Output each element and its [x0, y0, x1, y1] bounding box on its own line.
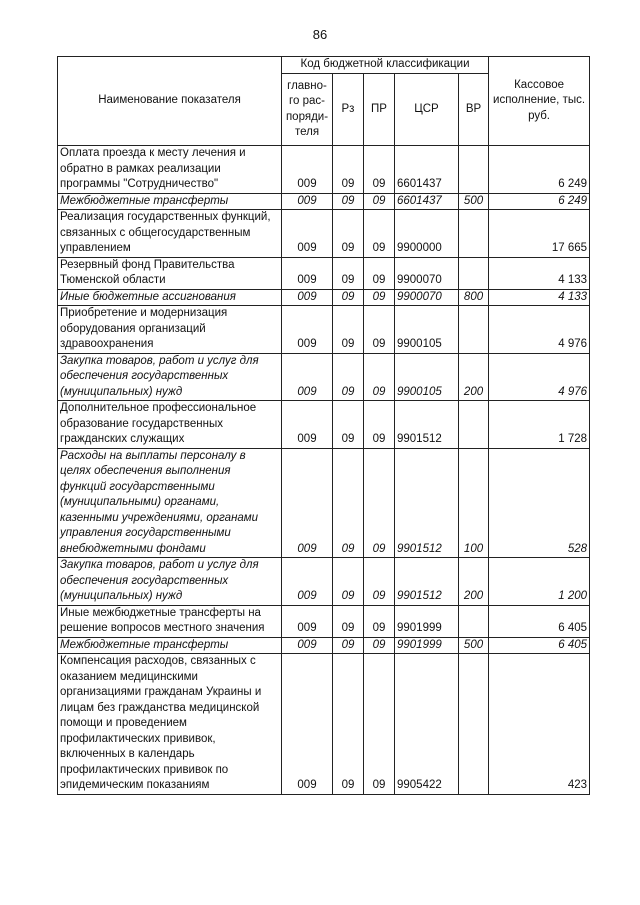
cell-amount: 423 [489, 654, 590, 795]
cell-amount: 6 405 [489, 637, 590, 654]
cell-pr: 09 [364, 257, 395, 289]
cell-rz: 09 [333, 654, 364, 795]
cell-vr [459, 605, 489, 637]
header-amount: Кассовое исполнение, тыс. руб. [489, 57, 590, 146]
cell-pr: 09 [364, 146, 395, 194]
cell-pr: 09 [364, 289, 395, 306]
cell-amount: 6 249 [489, 146, 590, 194]
cell-glav: 009 [282, 654, 333, 795]
cell-csr: 9900070 [395, 257, 459, 289]
cell-amount: 1 728 [489, 401, 590, 449]
table-row [58, 558, 590, 606]
cell-amount: 6 249 [489, 193, 590, 210]
cell-csr: 9905422 [395, 654, 459, 795]
cell-pr: 09 [364, 654, 395, 795]
cell-pr: 09 [364, 306, 395, 354]
header-glav: главно-го рас-поряди-теля [282, 74, 333, 146]
header-csr: ЦСР [395, 74, 459, 146]
cell-amount: 4 976 [489, 353, 590, 401]
cell-vr [459, 401, 489, 449]
cell-csr: 6601437 [395, 146, 459, 194]
cell-glav: 009 [282, 353, 333, 401]
table-row [58, 637, 590, 654]
cell-name: Приобретение и модернизация оборудования организаций здравоохранения [58, 306, 282, 354]
cell-rz: 09 [333, 605, 364, 637]
header-pr: ПР [364, 74, 395, 146]
cell-rz: 09 [333, 257, 364, 289]
cell-name: Компенсация расходов, связанных с оказанием медицинскими организациями гражданам Украины и лицам без гражданства медицинской помощи и проведением профилактических прививок, включенных в календарь профилактических прививок по эпидемическим показаниям [58, 654, 282, 795]
cell-pr: 09 [364, 210, 395, 258]
budget-table [57, 56, 590, 795]
cell-amount: 17 665 [489, 210, 590, 258]
cell-amount: 528 [489, 448, 590, 558]
table-row [58, 605, 590, 637]
cell-name: Иные межбюджетные трансферты на решение вопросов местного значения [58, 605, 282, 637]
cell-csr: 9901512 [395, 448, 459, 558]
table-row [58, 306, 590, 354]
page-number: 86 [312, 27, 328, 42]
cell-name: Дополнительное профессиональное образование государственных гражданских служащих [58, 401, 282, 449]
cell-name: Оплата проезда к месту лечения и обратно в рамках реализации программы "Сотрудничество" [58, 146, 282, 194]
cell-pr: 09 [364, 558, 395, 606]
cell-glav: 009 [282, 289, 333, 306]
cell-rz: 09 [333, 558, 364, 606]
cell-csr: 9900070 [395, 289, 459, 306]
cell-amount: 6 405 [489, 605, 590, 637]
cell-vr [459, 306, 489, 354]
table-row [58, 193, 590, 210]
cell-vr [459, 210, 489, 258]
cell-glav: 009 [282, 193, 333, 210]
cell-rz: 09 [333, 448, 364, 558]
cell-csr: 9901999 [395, 605, 459, 637]
cell-csr: 9901999 [395, 637, 459, 654]
cell-csr: 9900105 [395, 306, 459, 354]
cell-glav: 009 [282, 210, 333, 258]
header-classification-group: Код бюджетной классификации [282, 57, 489, 74]
cell-name: Межбюджетные трансферты [58, 637, 282, 654]
cell-vr: 200 [459, 353, 489, 401]
cell-name: Расходы на выплаты персоналу в целях обеспечения выполнения функций государственными (муниципальными) органами, казенными учреждениями, органами управления государственными внебюджетными фондами [58, 448, 282, 558]
cell-vr: 500 [459, 193, 489, 210]
table-row [58, 146, 590, 194]
header-vr: ВР [459, 74, 489, 146]
table-row [58, 353, 590, 401]
cell-vr: 100 [459, 448, 489, 558]
cell-pr: 09 [364, 637, 395, 654]
cell-vr [459, 257, 489, 289]
table-row [58, 289, 590, 306]
cell-rz: 09 [333, 401, 364, 449]
cell-amount: 4 133 [489, 289, 590, 306]
cell-name: Межбюджетные трансферты [58, 193, 282, 210]
cell-name: Резервный фонд Правительства Тюменской области [58, 257, 282, 289]
table-row [58, 210, 590, 258]
cell-csr: 9901512 [395, 401, 459, 449]
cell-name: Реализация государственных функций, связанных с общегосударственным управлением [58, 210, 282, 258]
cell-name: Закупка товаров, работ и услуг для обеспечения государственных (муниципальных) нужд [58, 558, 282, 606]
cell-amount: 4 976 [489, 306, 590, 354]
cell-csr: 9900105 [395, 353, 459, 401]
cell-pr: 09 [364, 193, 395, 210]
table-header [58, 57, 590, 146]
cell-glav: 009 [282, 257, 333, 289]
cell-glav: 009 [282, 605, 333, 637]
table-row [58, 401, 590, 449]
cell-name: Закупка товаров, работ и услуг для обеспечения государственных (муниципальных) нужд [58, 353, 282, 401]
cell-csr: 9901512 [395, 558, 459, 606]
cell-glav: 009 [282, 637, 333, 654]
cell-glav: 009 [282, 146, 333, 194]
cell-csr: 6601437 [395, 193, 459, 210]
cell-rz: 09 [333, 193, 364, 210]
table-row [58, 654, 590, 795]
cell-rz: 09 [333, 210, 364, 258]
cell-rz: 09 [333, 289, 364, 306]
cell-vr: 200 [459, 558, 489, 606]
cell-glav: 009 [282, 558, 333, 606]
cell-vr: 800 [459, 289, 489, 306]
cell-rz: 09 [333, 353, 364, 401]
cell-vr [459, 654, 489, 795]
cell-glav: 009 [282, 306, 333, 354]
header-name: Наименование показателя [58, 57, 282, 146]
cell-pr: 09 [364, 605, 395, 637]
cell-rz: 09 [333, 146, 364, 194]
cell-rz: 09 [333, 637, 364, 654]
cell-glav: 009 [282, 401, 333, 449]
table-row [58, 257, 590, 289]
cell-pr: 09 [364, 401, 395, 449]
cell-vr [459, 146, 489, 194]
table-row [58, 448, 590, 558]
cell-name: Иные бюджетные ассигнования [58, 289, 282, 306]
cell-vr: 500 [459, 637, 489, 654]
cell-pr: 09 [364, 448, 395, 558]
cell-glav: 009 [282, 448, 333, 558]
cell-rz: 09 [333, 306, 364, 354]
cell-csr: 9900000 [395, 210, 459, 258]
table-body [58, 146, 590, 795]
cell-amount: 4 133 [489, 257, 590, 289]
header-rz: Рз [333, 74, 364, 146]
cell-pr: 09 [364, 353, 395, 401]
cell-amount: 1 200 [489, 558, 590, 606]
